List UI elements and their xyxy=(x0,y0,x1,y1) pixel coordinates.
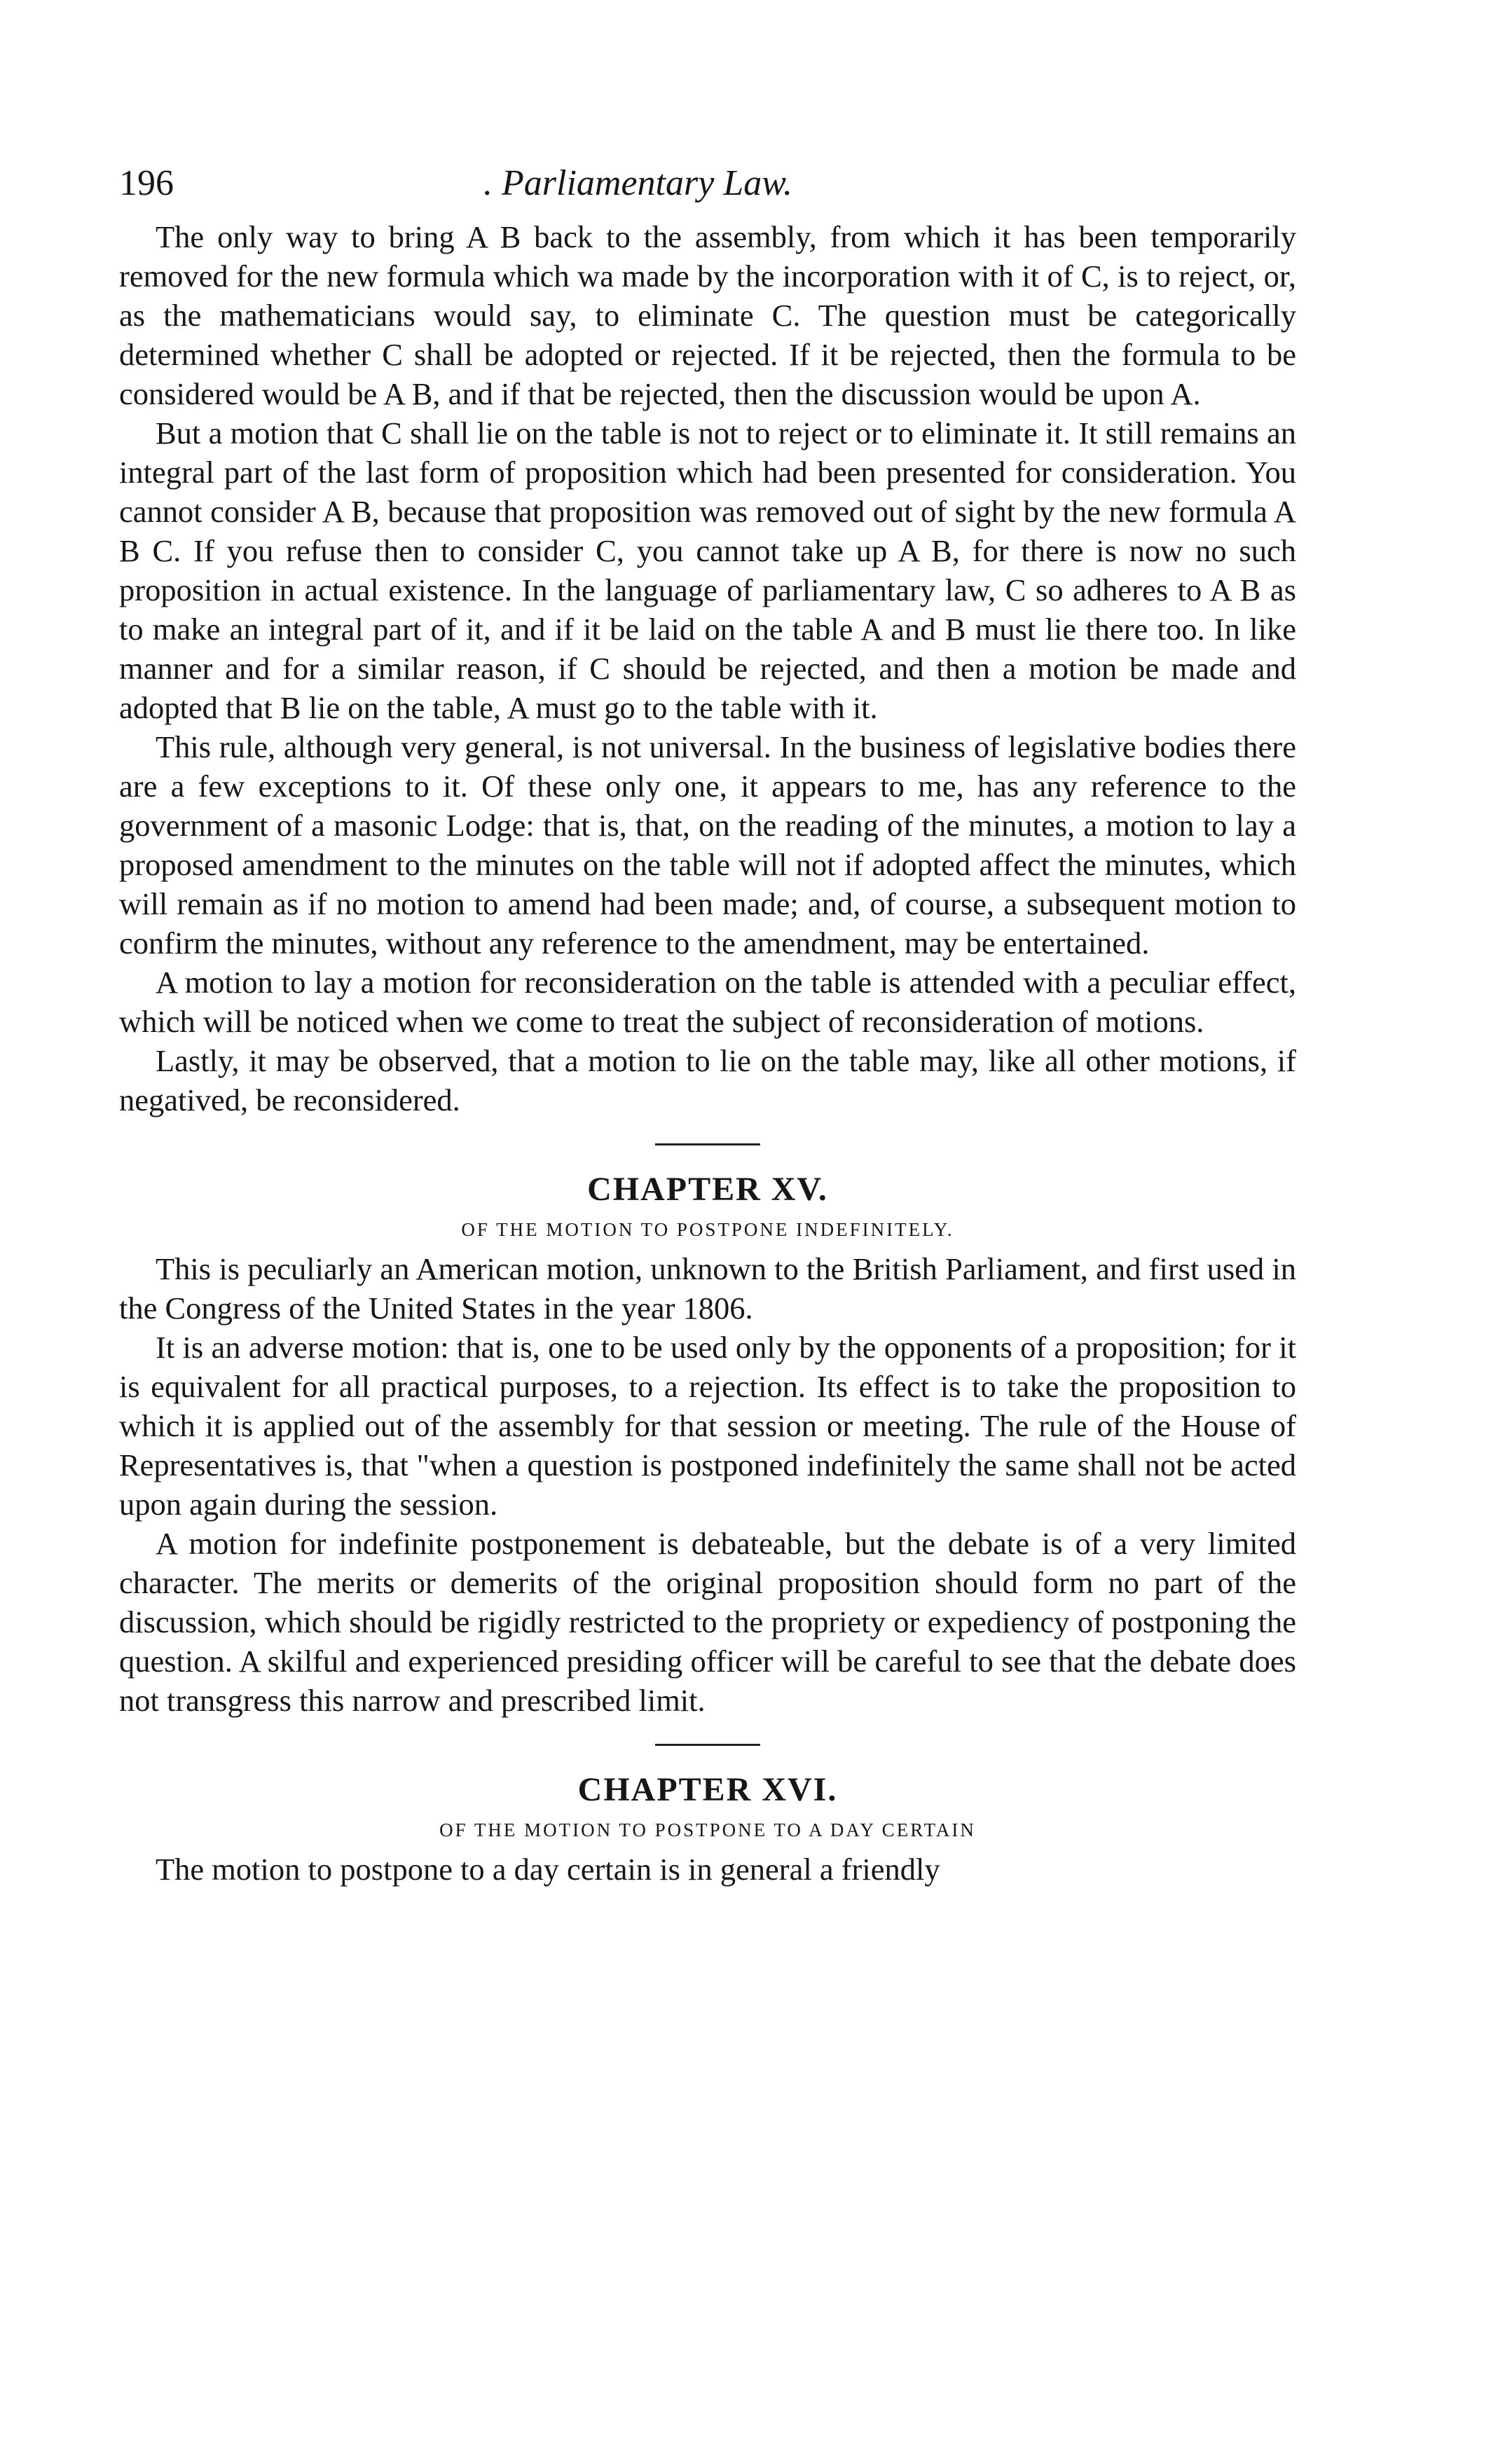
paragraph: But a motion that C shall lie on the table is not to reject or to eliminate it. It still remains an integral part of the last form of proposition which had been presented for consideration. You cannot consider A B, because that proposition was removed out of sight by the new formula A B C. If you refuse then to consider C, you cannot take up A B, for there is now no such proposition in actual existence. In the language of parliamentary law, C so adheres to A B as to make an integral part of it, and if it be laid on the table A and B must lie there too. In like manner and for a similar reason, if C should be rejected, and then a motion be made and adopted that B lie on the table, A must go to the table with it. xyxy=(119,415,1296,725)
page-number: 196 xyxy=(119,163,174,203)
chapter-subtitle: OF THE MOTION TO POSTPONE TO A DAY CERTAIN xyxy=(439,1819,976,1840)
chapter-subtitle: OF THE MOTION TO POSTPONE INDEFINITELY. xyxy=(461,1219,954,1240)
paragraph: It is an adverse motion: that is, one to be used only by the opponents of a proposition; for it is equivalent for all practical purposes, to a rejection. Its effect is to take the proposition to which it is applied out of the assembly for that session or meeting. The rule of the House of Representatives is, that "when a question is postponed indefinitely the same shall not be acted upon again during the session. xyxy=(119,1330,1296,1522)
paragraph: A motion to lay a motion for reconsideration on the table is attended with a peculiar effect, which will be noticed when we come to treat the subject of reconsideration of motions. xyxy=(119,965,1296,1039)
chapter-heading: CHAPTER XV. xyxy=(587,1171,828,1208)
running-title: . Parliamentary Law. xyxy=(483,163,793,203)
paragraph: The only way to bring A B back to the assembly, from which it has been temporarily removed for the new formula which wa made by the incorporation with it of C, is to reject, or, as the mathematicians would say, to eliminate C. The question must be categorically determined whether C shall be adopted or rejected. If it be rejected, then the formula to be considered would be A B, and if that be rejected, then the discussion would be upon A. xyxy=(119,219,1296,411)
book-page xyxy=(119,154,1296,1889)
paragraph: The motion to postpone to a day certain is in general a friendly xyxy=(156,1852,940,1887)
section-divider xyxy=(655,1143,760,1145)
paragraph: This is peculiarly an American motion, unknown to the British Parliament, and first used in the Congress of the United States in the year 1806. xyxy=(119,1251,1296,1326)
section-lay-on-table xyxy=(119,217,1296,1120)
chapter-heading: CHAPTER XVI. xyxy=(577,1771,838,1808)
paragraph: A motion for indefinite postponement is debateable, but the debate is of a very limited character. The merits or demerits of the original proposition should form no part of the discussion, which should be rigidly restricted to the propriety or expediency of postponing the question. A skilful and experienced presiding officer will be careful to see that the debate does not transgress this narrow and prescribed limit. xyxy=(119,1526,1296,1718)
paragraph: This rule, although very general, is not universal. In the business of legislative bodies there are a few exceptions to it. Of these only one, it appears to me, has any reference to the government of a masonic Lodge: that is, that, on the reading of the minutes, a motion to lay a proposed amendment to the minutes on the table will not if adopted affect the minutes, which will remain as if no motion to amend had been made; and, of course, a subsequent motion to confirm the minutes, without any reference to the amendment, may be entertained. xyxy=(119,729,1296,961)
paragraph: Lastly, it may be observed, that a motion to lie on the table may, like all other motions, if negatived, be reconsidered. xyxy=(119,1043,1296,1117)
chapter-16-body xyxy=(119,1850,1296,1889)
section-divider xyxy=(655,1744,760,1746)
running-head xyxy=(119,154,1296,217)
chapter-15-body xyxy=(119,1249,1296,1720)
